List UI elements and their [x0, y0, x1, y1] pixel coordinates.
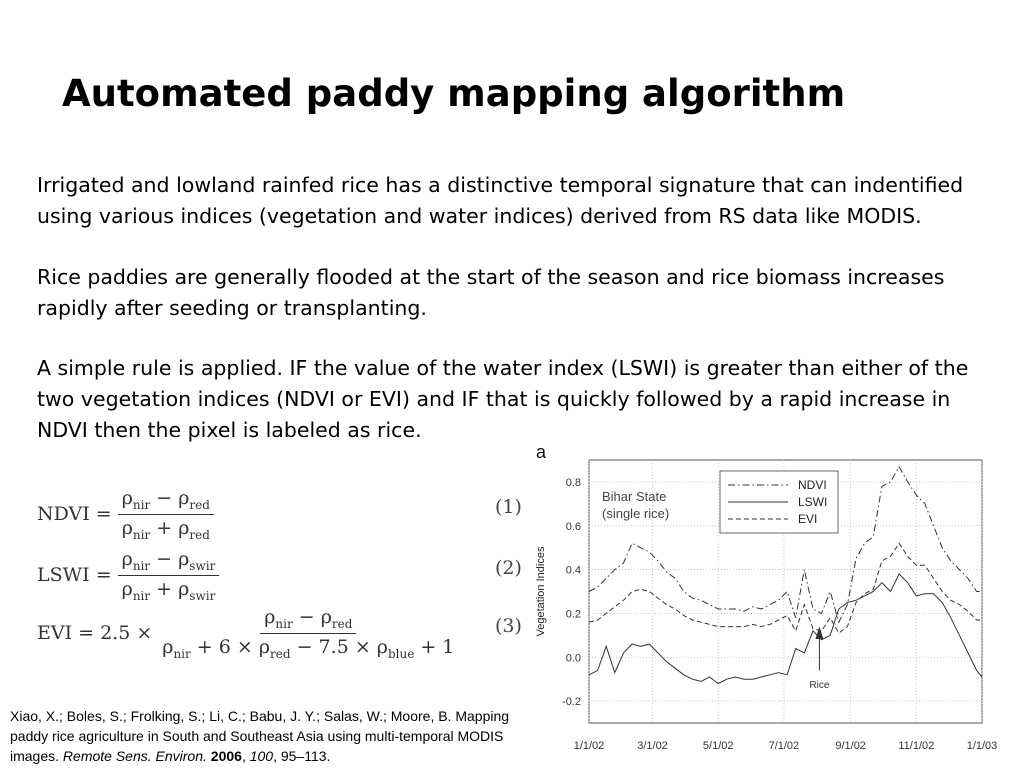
y-tick-label: -0.2	[562, 696, 581, 709]
equation-number-1: (1)	[495, 496, 522, 518]
x-tick-label: 11/1/02	[898, 740, 935, 752]
citation-journal: Remote Sens. Environ.	[62, 748, 207, 764]
citation-authors: Xiao, X.; Boles, S.; Frolking, S.; Li, C.; Babu, J. Y.; Salas, W.; Moore, B. Mapping paddy rice agriculture in South and Southeast Asia using multi-temporal MODIS images.	[10, 708, 510, 764]
ndvi-denominator: $\rho_{nir} + \rho_{red}$	[121, 516, 210, 542]
evi-denominator: $\rho_{nir} + 6 \times \rho_{red} - 7.5 \times \rho_{blue} + 1$	[162, 635, 455, 661]
legend-label-ndvi: NDVI	[798, 478, 827, 492]
ndvi-numerator: $\rho_{nir} - \rho_{red}$	[118, 487, 214, 515]
lswi-equation	[37, 548, 219, 603]
lswi-fraction	[118, 548, 220, 603]
citation-pages: , 95–113.	[273, 748, 331, 764]
legend-label-evi: EVI	[798, 512, 818, 526]
x-tick-label: 1/1/02	[573, 740, 605, 752]
vegetation-indices-chart	[530, 440, 1020, 766]
rice-arrow-label: Rice	[809, 679, 830, 691]
x-tick-label: 5/1/02	[702, 740, 734, 752]
equation-number-2: (2)	[495, 557, 522, 579]
paragraph-3: A simple rule is applied. IF the value of the water index (LSWI) is greater than either of the two vegetation indices (NDVI or EVI) and IF that is quickly followed by a rapid increase in NDVI then the pixel is labeled as rice.	[37, 356, 969, 442]
equation-number-3: (3)	[495, 615, 522, 637]
y-tick-label: 0.0	[565, 652, 581, 665]
citation-year: 2006	[210, 748, 242, 764]
state-annotation-line: (single rice)	[602, 506, 670, 521]
y-tick-label: 0.2	[565, 608, 581, 621]
x-tick-label: 3/1/02	[637, 740, 668, 752]
ndvi-lhs: NDVI =	[37, 503, 112, 526]
lswi-lhs: LSWI =	[37, 564, 112, 587]
panel-label: a	[536, 442, 547, 462]
evi-lhs: EVI = 2.5 ×	[37, 622, 153, 645]
lswi-numerator: $\rho_{nir} - \rho_{swir}$	[118, 548, 220, 576]
y-tick-label: 0.4	[565, 564, 581, 577]
citation: Xiao, X.; Boles, S.; Frolking, S.; Li, C.; Babu, J. Y.; Salas, W.; Moore, B. Mapping paddy rice agriculture in South and Southeast Asia using multi-temporal MODIS images. Remote Sens. Environ. 2006, 100, 95–113.	[10, 708, 510, 764]
y-tick-label: 0.6	[565, 520, 581, 533]
ndvi-equation	[37, 487, 214, 542]
paragraph-2: Rice paddies are generally flooded at the start of the season and rice biomass increases rapidly after seeding or transplanting.	[37, 265, 945, 320]
y-tick-label: 0.8	[565, 476, 581, 489]
x-tick-label: 9/1/02	[835, 740, 866, 752]
paragraph-1: Irrigated and lowland rainfed rice has a distinctive temporal signature that can indentified using various indices (vegetation and water indices) derived from RS data like MODIS.	[37, 173, 964, 228]
evi-numerator: $\rho_{nir} - \rho_{red}$	[260, 606, 356, 634]
x-tick-label: 7/1/02	[768, 740, 800, 752]
evi-equation	[37, 606, 458, 661]
state-annotation-line: Bihar State	[602, 489, 667, 504]
citation-volume: 100	[249, 748, 274, 764]
lswi-denominator: $\rho_{nir} + \rho_{swir}$	[121, 577, 216, 603]
slide-title: Automated paddy mapping algorithm	[62, 72, 846, 115]
ndvi-fraction	[118, 487, 214, 542]
legend-label-lswi: LSWI	[798, 495, 828, 509]
x-tick-label: 1/1/03	[966, 740, 998, 752]
y-axis-label: Vegetation Indices	[535, 546, 547, 637]
evi-fraction	[158, 606, 458, 661]
